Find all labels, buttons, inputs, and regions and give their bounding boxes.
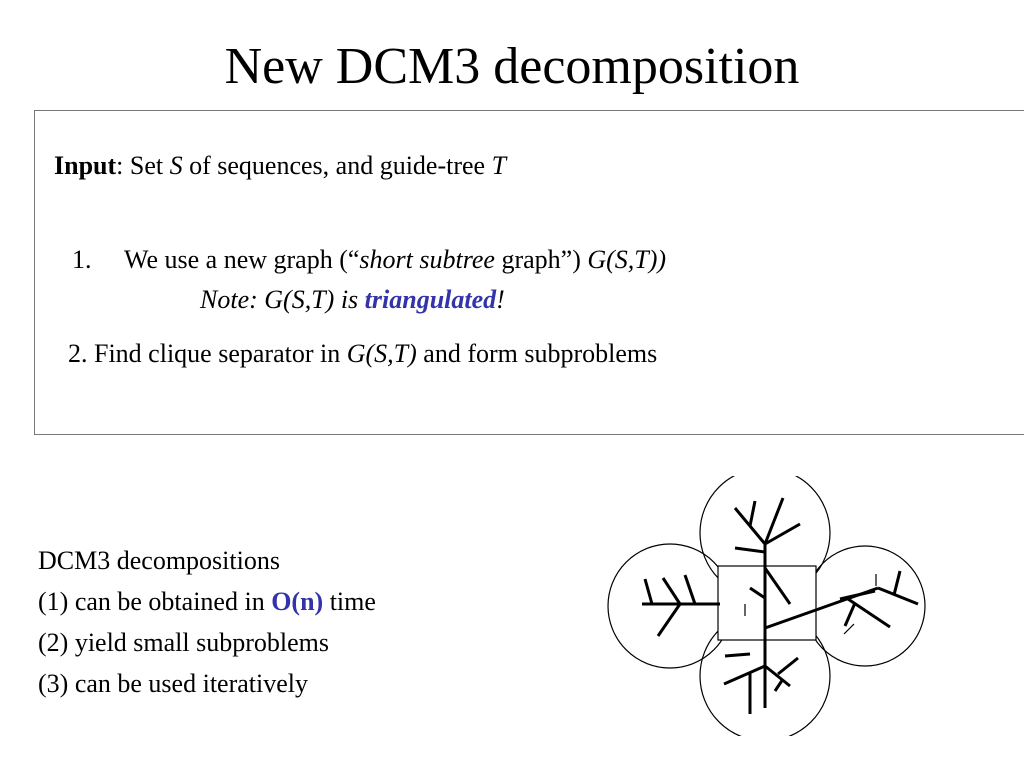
step-1-emph: short subtree: [359, 245, 495, 274]
step-2: [68, 338, 657, 369]
step-1-text-b: graph”): [494, 245, 588, 274]
property-item-1: [38, 581, 376, 622]
property-1-text-a: (1) can be obtained in: [38, 587, 272, 616]
input-set-var: S: [169, 151, 183, 180]
note-text-a: Note: G(S,T) is: [200, 285, 365, 314]
note-line: [200, 284, 505, 315]
step-2-text-b: and form subproblems: [416, 339, 658, 368]
properties-heading: DCM3 decompositions: [38, 546, 280, 575]
property-item-2: (2) yield small subproblems: [38, 628, 330, 657]
step-1-number: 1.: [72, 245, 92, 274]
property-item-3: (3) can be used iteratively: [38, 669, 308, 698]
step-1: [72, 244, 666, 275]
subproblem-left-circle: [608, 544, 732, 668]
input-tree-var: T: [491, 151, 507, 180]
note-text-b: !: [496, 285, 505, 314]
input-line: [54, 150, 506, 181]
step-2-text-a: 2. Find clique separator in: [68, 339, 347, 368]
decomposition-tree-diagram: [600, 476, 940, 736]
page-title: New DCM3 decomposition: [224, 38, 800, 95]
step-1-graph: G(S,T)): [587, 245, 667, 274]
input-label: Input: [54, 151, 117, 180]
note-highlight: triangulated: [364, 285, 497, 314]
properties-list: [38, 540, 376, 704]
separator-square: [718, 566, 816, 640]
input-text-a: : Set: [116, 151, 170, 180]
step-1-text-a: We use a new graph (“: [124, 245, 360, 274]
property-1-text-b: time: [323, 587, 376, 616]
input-text-b: of sequences, and guide-tree: [182, 151, 492, 180]
step-2-graph: G(S,T): [346, 339, 417, 368]
property-1-highlight: O(n): [271, 587, 324, 616]
